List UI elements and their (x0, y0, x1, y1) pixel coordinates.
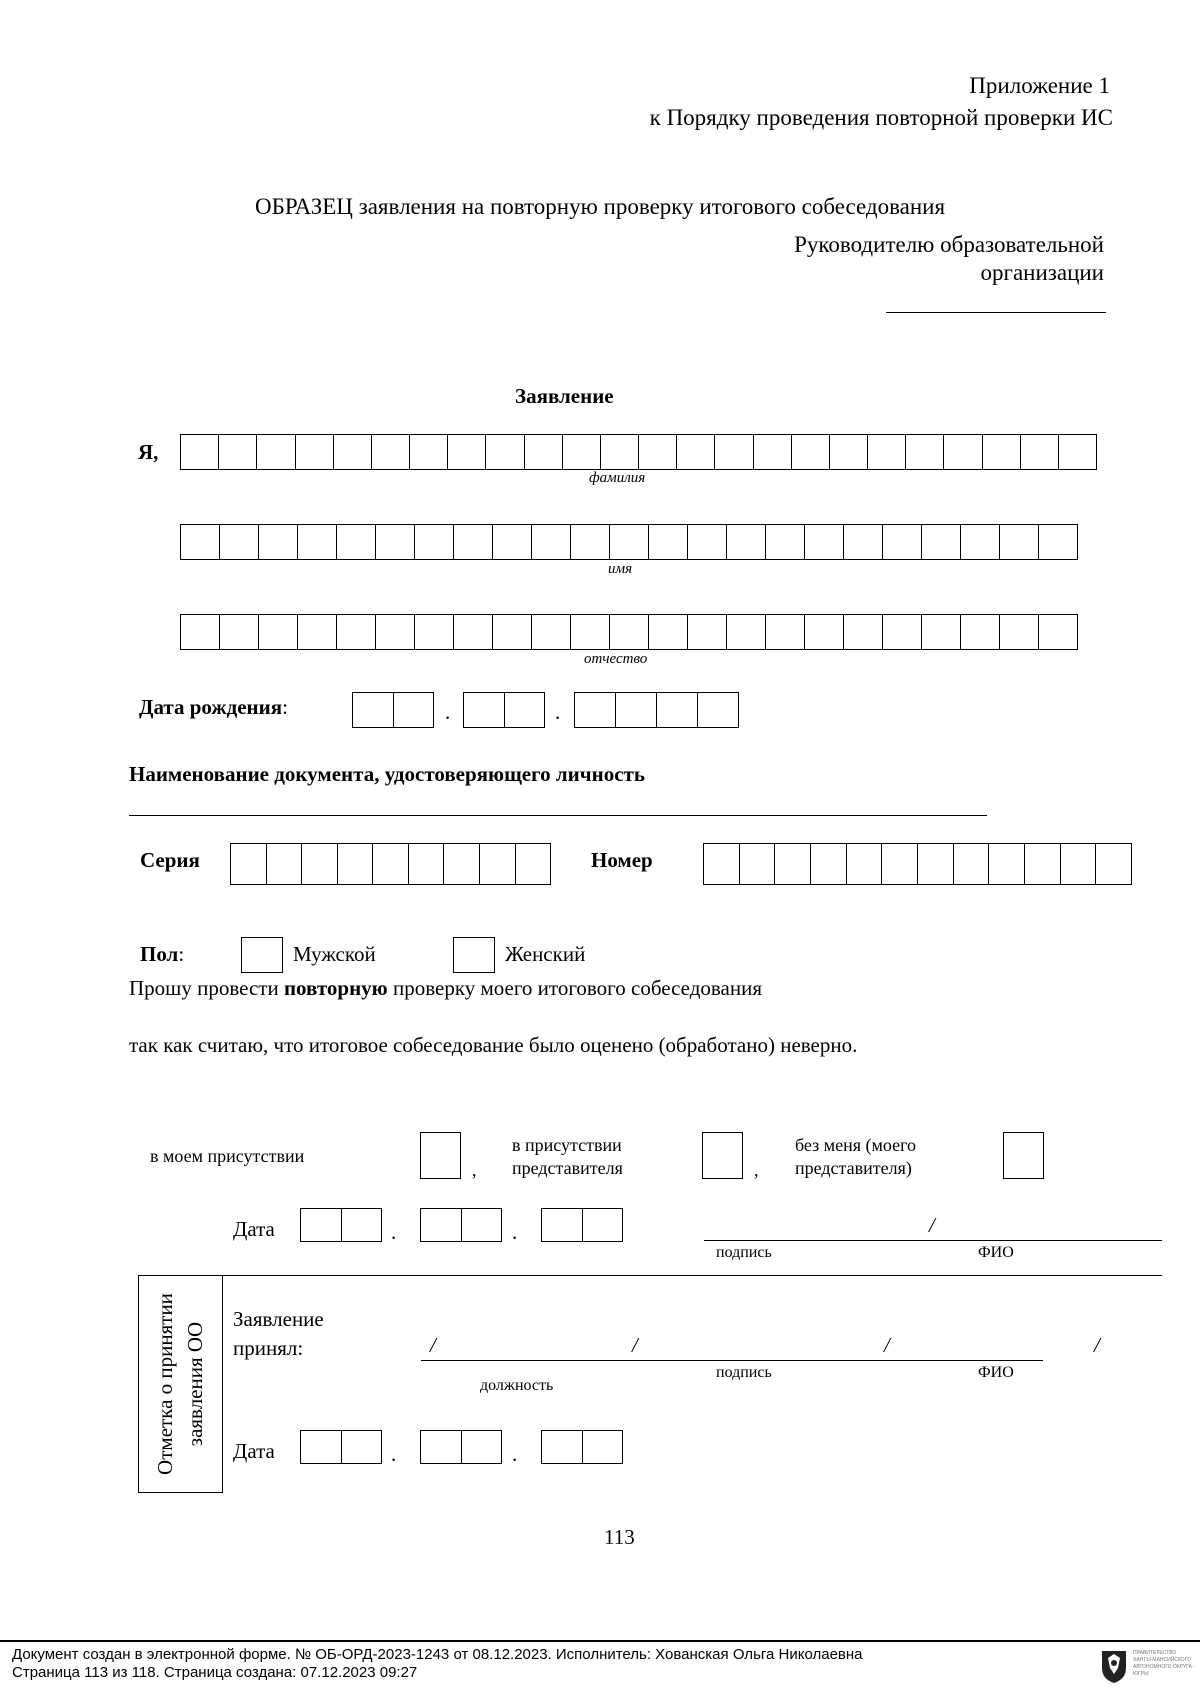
acceptance-signature-line[interactable] (421, 1360, 1043, 1361)
input-cell[interactable] (571, 615, 610, 649)
input-cell[interactable] (983, 435, 1021, 469)
input-cell[interactable] (792, 435, 830, 469)
input-cell[interactable] (698, 693, 738, 727)
input-cell[interactable] (868, 435, 906, 469)
input-cell[interactable] (805, 615, 844, 649)
input-cell[interactable] (444, 844, 480, 884)
input-cell[interactable] (219, 435, 257, 469)
input-cell[interactable] (448, 435, 486, 469)
input-cell[interactable] (231, 844, 267, 884)
male-checkbox[interactable] (241, 937, 283, 973)
input-cell[interactable] (1039, 525, 1077, 559)
birth-date-colon: : (282, 695, 288, 719)
input-cell[interactable] (766, 615, 805, 649)
input-cell[interactable] (376, 525, 415, 559)
input-cell[interactable] (688, 615, 727, 649)
applicant-fio-caption: ФИО (978, 1244, 1014, 1261)
input-cell[interactable] (181, 525, 220, 559)
applicant-day-cells[interactable] (300, 1208, 382, 1242)
patronymic-cells[interactable] (180, 614, 1078, 650)
input-cell[interactable] (376, 615, 415, 649)
input-cell[interactable] (844, 525, 883, 559)
input-cell[interactable] (486, 435, 524, 469)
acceptance-date-dot-1: . (391, 1442, 397, 1466)
appendix-reference: к Порядку проведения повторной проверки ИС (649, 105, 1113, 130)
input-cell[interactable] (337, 615, 376, 649)
application-heading: Заявление (515, 384, 614, 408)
input-cell[interactable] (775, 844, 811, 884)
male-label: Мужской (293, 942, 376, 966)
acceptance-side-line-1: Отметка о принятии (153, 1293, 177, 1475)
input-cell[interactable] (805, 525, 844, 559)
input-cell[interactable] (532, 615, 571, 649)
request-text-2: проверку моего итогового собеседования (387, 976, 762, 1000)
input-cell[interactable] (811, 844, 847, 884)
input-cell[interactable] (493, 525, 532, 559)
identity-document-line[interactable] (129, 815, 987, 816)
input-cell[interactable] (525, 435, 563, 469)
in-presence-checkbox[interactable] (420, 1132, 461, 1179)
input-cell[interactable] (961, 525, 1000, 559)
option-comma-1: , (472, 1160, 477, 1180)
document-title: ОБРАЗЕЦ заявления на повторную проверку итогового собеседования (255, 194, 946, 219)
applicant-month-cells[interactable] (420, 1208, 502, 1242)
input-cell[interactable] (542, 1431, 583, 1463)
input-cell[interactable] (740, 844, 776, 884)
number-label: Номер (591, 848, 653, 872)
input-cell[interactable] (415, 525, 454, 559)
footer-line-2: Страница 113 из 118. Страница создана: 07.12.2023 09:27 (12, 1664, 418, 1681)
input-cell[interactable] (906, 435, 944, 469)
input-cell[interactable] (409, 844, 445, 884)
input-cell[interactable] (882, 844, 918, 884)
number-cells[interactable] (703, 843, 1132, 885)
input-cell[interactable] (337, 525, 376, 559)
request-line-1 (129, 976, 762, 1001)
applicant-signature-caption: подпись (716, 1244, 772, 1261)
input-cell[interactable] (1039, 615, 1077, 649)
input-cell[interactable] (1096, 844, 1131, 884)
input-cell[interactable] (922, 525, 961, 559)
input-cell[interactable] (883, 525, 922, 559)
input-cell[interactable] (220, 525, 259, 559)
input-cell[interactable] (394, 693, 434, 727)
acceptance-slash-1: / (430, 1333, 436, 1357)
accepted-by-label-2: принял: (233, 1336, 304, 1360)
input-cell[interactable] (649, 615, 688, 649)
input-cell[interactable] (649, 525, 688, 559)
input-cell[interactable] (575, 693, 616, 727)
input-cell[interactable] (516, 844, 551, 884)
gender-label (140, 942, 184, 967)
applicant-signature-line[interactable] (704, 1240, 1162, 1241)
input-cell[interactable] (301, 1209, 342, 1241)
input-cell[interactable] (583, 1209, 623, 1241)
input-cell[interactable] (505, 693, 545, 727)
government-logo-text: ПРАВИТЕЛЬСТВО ХАНТЫ-МАНСИЙСКОГО АВТОНОМНОГО ОКРУГА - ЮГРЫ (1133, 1650, 1195, 1677)
applicant-date-dot-1: . (391, 1220, 397, 1244)
applicant-signature-slash: / (929, 1213, 935, 1237)
name-caption: имя (608, 561, 633, 577)
input-cell[interactable] (464, 693, 505, 727)
acceptance-slash-3: / (884, 1333, 890, 1357)
request-text-bold: повторную (283, 976, 388, 1000)
input-cell[interactable] (220, 615, 259, 649)
input-cell[interactable] (302, 844, 338, 884)
input-cell[interactable] (1061, 844, 1097, 884)
applicant-year-cells[interactable] (541, 1208, 623, 1242)
birth-year-cells[interactable] (574, 692, 739, 728)
applicant-date-label: Дата (233, 1217, 275, 1241)
input-cell[interactable] (1021, 435, 1059, 469)
page-number: 113 (604, 1525, 635, 1549)
acceptance-fio-caption: ФИО (978, 1364, 1014, 1381)
input-cell[interactable] (342, 1209, 382, 1241)
input-cell[interactable] (259, 525, 298, 559)
input-cell[interactable] (301, 1431, 342, 1463)
addressee-line-2: организации (980, 260, 1104, 285)
input-cell[interactable] (944, 435, 982, 469)
surname-cells[interactable] (180, 434, 1097, 470)
acceptance-slash-4: / (1094, 1333, 1100, 1357)
acceptance-side-label (150, 1293, 210, 1475)
input-cell[interactable] (342, 1431, 382, 1463)
input-cell[interactable] (830, 435, 868, 469)
gender-label-text: Пол (140, 942, 179, 966)
applicant-date-dot-2: . (512, 1220, 518, 1244)
input-cell[interactable] (1025, 844, 1061, 884)
acceptance-date-dot-2: . (512, 1442, 518, 1466)
input-cell[interactable] (415, 615, 454, 649)
without-checkbox[interactable] (1003, 1132, 1044, 1179)
input-cell[interactable] (298, 525, 337, 559)
patronymic-caption: отчество (584, 651, 648, 667)
in-presence-label: в моем присутствии (150, 1146, 305, 1166)
input-cell[interactable] (410, 435, 448, 469)
input-cell[interactable] (462, 1431, 502, 1463)
female-label: Женский (505, 942, 586, 966)
input-cell[interactable] (563, 435, 601, 469)
input-cell[interactable] (181, 615, 220, 649)
input-cell[interactable] (493, 615, 532, 649)
series-cells[interactable] (230, 843, 551, 885)
input-cell[interactable] (989, 844, 1025, 884)
input-cell[interactable] (883, 615, 922, 649)
input-cell[interactable] (373, 844, 409, 884)
acceptance-date-label: Дата (233, 1439, 275, 1463)
input-cell[interactable] (454, 615, 493, 649)
addressee-name-line[interactable] (886, 312, 1106, 313)
representative-checkbox[interactable] (702, 1132, 743, 1179)
surname-caption: фамилия (589, 470, 646, 486)
acceptance-signature-caption: подпись (716, 1364, 772, 1381)
representative-label-1: в присутствии (512, 1135, 622, 1155)
i-label: Я, (138, 440, 159, 464)
request-text-1: Прошу провести (129, 976, 284, 1000)
input-cell[interactable] (454, 525, 493, 559)
appendix-label: Приложение 1 (969, 73, 1110, 98)
input-cell[interactable] (298, 615, 337, 649)
input-cell[interactable] (727, 615, 766, 649)
input-cell[interactable] (421, 1209, 462, 1241)
request-line-2: так как считаю, что итоговое собеседование было оценено (обработано) неверно. (129, 1033, 858, 1057)
input-cell[interactable] (954, 844, 990, 884)
acceptance-position-caption: должность (480, 1377, 554, 1394)
input-cell[interactable] (601, 435, 639, 469)
input-cell[interactable] (334, 435, 372, 469)
input-cell[interactable] (657, 693, 698, 727)
input-cell[interactable] (766, 525, 805, 559)
birth-date-label-text: Дата рождения (139, 695, 283, 719)
input-cell[interactable] (480, 844, 516, 884)
input-cell[interactable] (918, 844, 954, 884)
series-label: Серия (140, 848, 200, 872)
footer-line-1: Документ создан в электронной форме. № ОБ-ОРД-2023-1243 от 08.12.2023. Исполнитель: Хованская Ольга Николаевна (12, 1646, 863, 1663)
input-cell[interactable] (754, 435, 792, 469)
input-cell[interactable] (181, 435, 219, 469)
acceptance-top-line (138, 1275, 1162, 1276)
acceptance-day-cells[interactable] (300, 1430, 382, 1464)
footer-divider (0, 1640, 1200, 1642)
input-cell[interactable] (542, 1209, 583, 1241)
input-cell[interactable] (338, 844, 374, 884)
birth-date-dot-1: . (445, 700, 451, 724)
input-cell[interactable] (922, 615, 961, 649)
birth-date-dot-2: . (555, 700, 561, 724)
name-cells[interactable] (180, 524, 1078, 560)
birth-day-cells[interactable] (352, 692, 434, 728)
acceptance-year-cells[interactable] (541, 1430, 623, 1464)
input-cell[interactable] (1000, 615, 1039, 649)
addressee-line-1: Руководителю образовательной (794, 232, 1104, 257)
input-cell[interactable] (296, 435, 334, 469)
input-cell[interactable] (372, 435, 410, 469)
input-cell[interactable] (961, 615, 1000, 649)
without-label-1: без меня (моего (795, 1135, 917, 1155)
input-cell[interactable] (715, 435, 753, 469)
input-cell[interactable] (571, 525, 610, 559)
input-cell[interactable] (257, 435, 295, 469)
government-emblem-icon (1100, 1648, 1128, 1684)
birth-month-cells[interactable] (463, 692, 545, 728)
option-comma-2: , (754, 1160, 759, 1180)
input-cell[interactable] (704, 844, 740, 884)
female-checkbox[interactable] (453, 937, 495, 973)
without-label-2: представителя) (795, 1158, 912, 1178)
input-cell[interactable] (616, 693, 657, 727)
input-cell[interactable] (727, 525, 766, 559)
input-cell[interactable] (610, 615, 649, 649)
input-cell[interactable] (421, 1431, 462, 1463)
input-cell[interactable] (688, 525, 727, 559)
input-cell[interactable] (1000, 525, 1039, 559)
input-cell[interactable] (844, 615, 883, 649)
birth-date-label (139, 695, 288, 720)
accepted-by-label-1: Заявление (233, 1307, 324, 1331)
input-cell[interactable] (353, 693, 394, 727)
representative-label-2: представителя (512, 1158, 623, 1178)
input-cell[interactable] (677, 435, 715, 469)
gender-colon: : (178, 942, 185, 966)
input-cell[interactable] (267, 844, 303, 884)
input-cell[interactable] (532, 525, 571, 559)
input-cell[interactable] (847, 844, 883, 884)
input-cell[interactable] (583, 1431, 623, 1463)
input-cell[interactable] (259, 615, 298, 649)
input-cell[interactable] (639, 435, 677, 469)
input-cell[interactable] (610, 525, 649, 559)
acceptance-side-line-2: заявления ОО (183, 1321, 207, 1447)
input-cell[interactable] (1059, 435, 1096, 469)
acceptance-month-cells[interactable] (420, 1430, 502, 1464)
acceptance-slash-2: / (632, 1333, 638, 1357)
identity-document-label: Наименование документа, удостоверяющего личность (129, 762, 645, 786)
input-cell[interactable] (462, 1209, 502, 1241)
